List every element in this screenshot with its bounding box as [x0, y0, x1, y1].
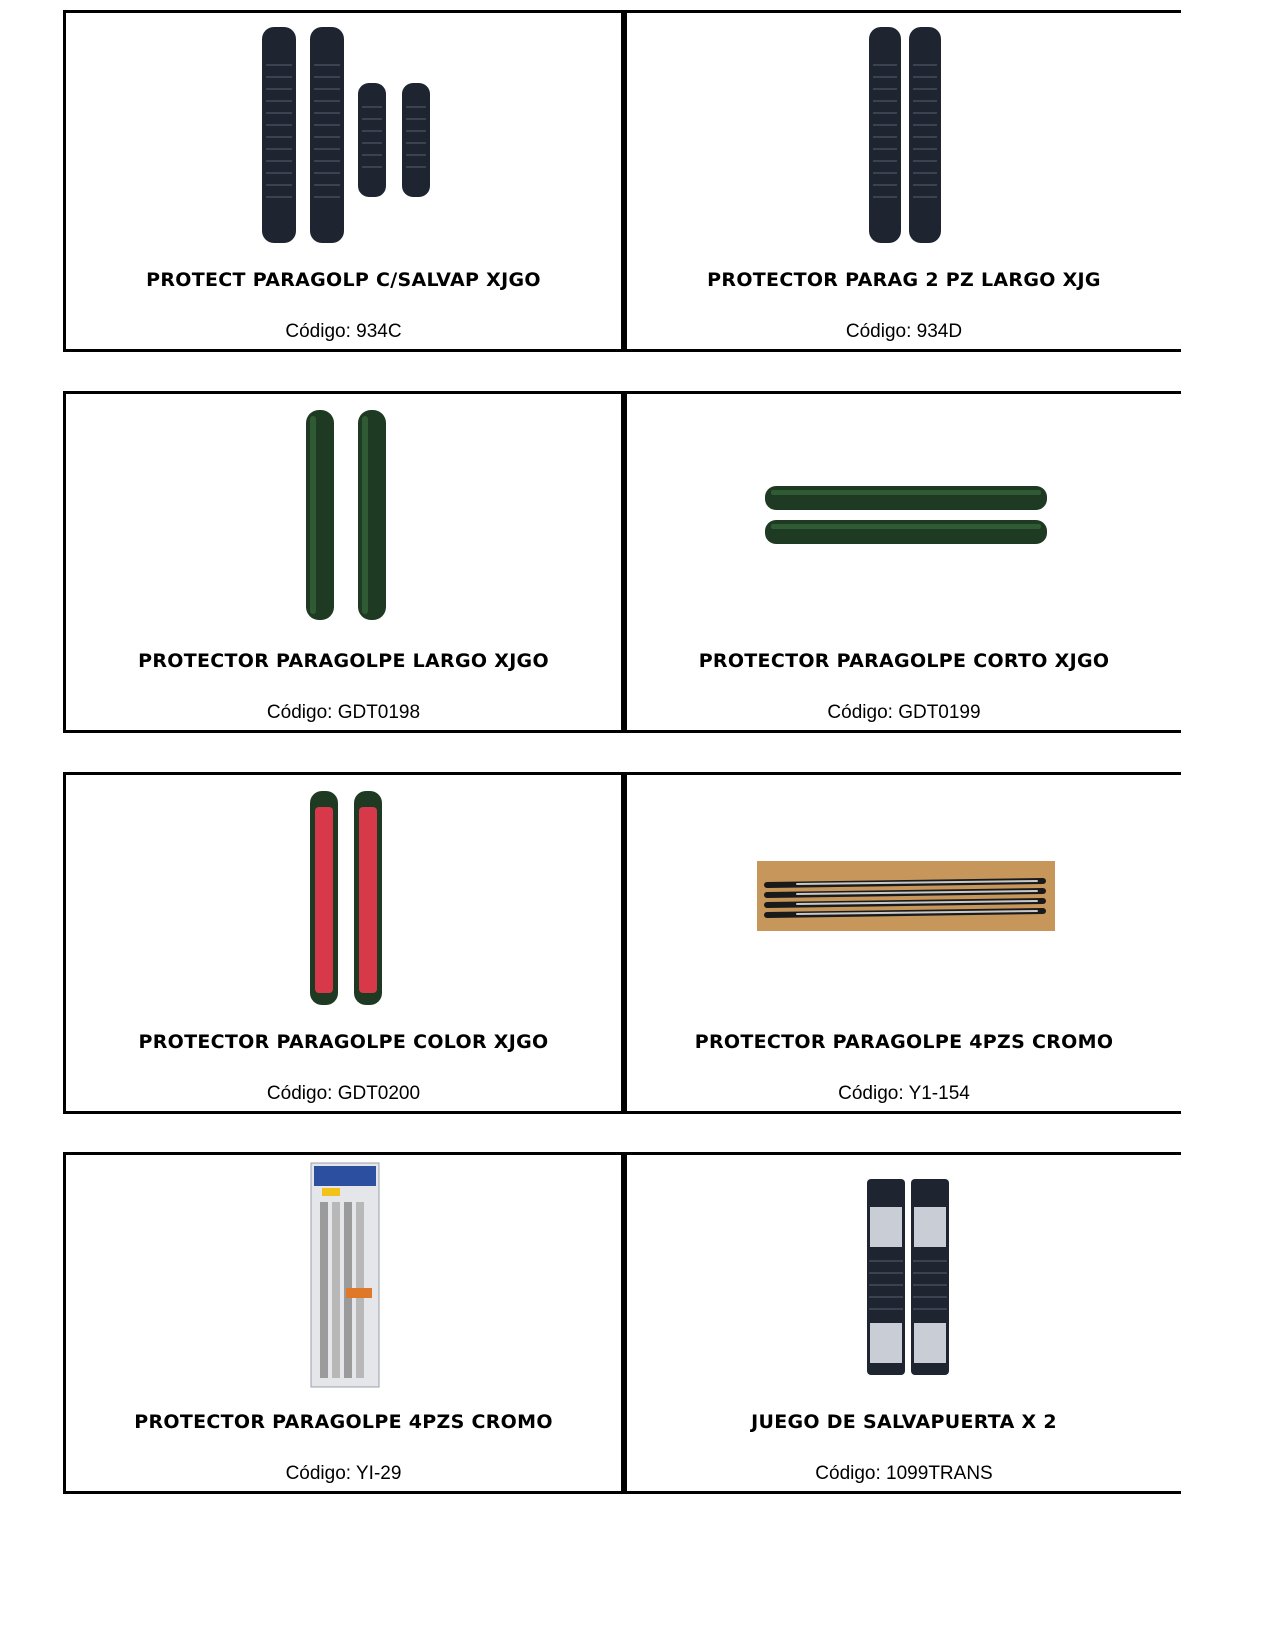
product-name: PROTECTOR PARAGOLPE 4PZS CROMO [694, 1031, 1114, 1053]
product-image [306, 789, 386, 1007]
product-name: PROTECTOR PARAGOLPE LARGO XJGO [138, 650, 549, 672]
product-card [624, 10, 1181, 352]
product-name: PROTECT PARAGOLP C/SALVAP XJGO [146, 269, 541, 291]
product-name: PROTECTOR PARAGOLPE CORTO XJGO [698, 650, 1110, 672]
product-code: Código: 1099TRANS [815, 1463, 993, 1484]
product-image [865, 25, 945, 247]
product-card [63, 1152, 624, 1494]
product-name: PROTECTOR PARAGOLPE 4PZS CROMO [134, 1411, 553, 1433]
product-card [624, 1152, 1181, 1494]
product-image [757, 861, 1055, 931]
product-code: Código: GDT0198 [266, 702, 421, 723]
product-image [763, 482, 1051, 548]
product-card [63, 10, 624, 352]
product-code: Código: Y1-154 [838, 1083, 970, 1104]
product-image [256, 25, 436, 247]
product-code: Código: GDT0199 [827, 702, 981, 723]
product-code: Código: GDT0200 [266, 1083, 421, 1104]
product-code: Código: 934C [285, 321, 402, 342]
product-card [624, 391, 1181, 733]
product-name: PROTECTOR PARAG 2 PZ LARGO XJG [707, 269, 1101, 291]
product-name: JUEGO DE SALVAPUERTA X 2 [751, 1411, 1057, 1433]
product-image [863, 1177, 953, 1377]
product-name: PROTECTOR PARAGOLPE COLOR XJGO [138, 1031, 549, 1053]
product-card [624, 772, 1181, 1114]
product-code: Código: YI-29 [285, 1463, 402, 1484]
product-card [63, 772, 624, 1114]
product-image [310, 1162, 380, 1388]
product-image [300, 408, 390, 624]
product-code: Código: 934D [845, 321, 963, 342]
product-card [63, 391, 624, 733]
